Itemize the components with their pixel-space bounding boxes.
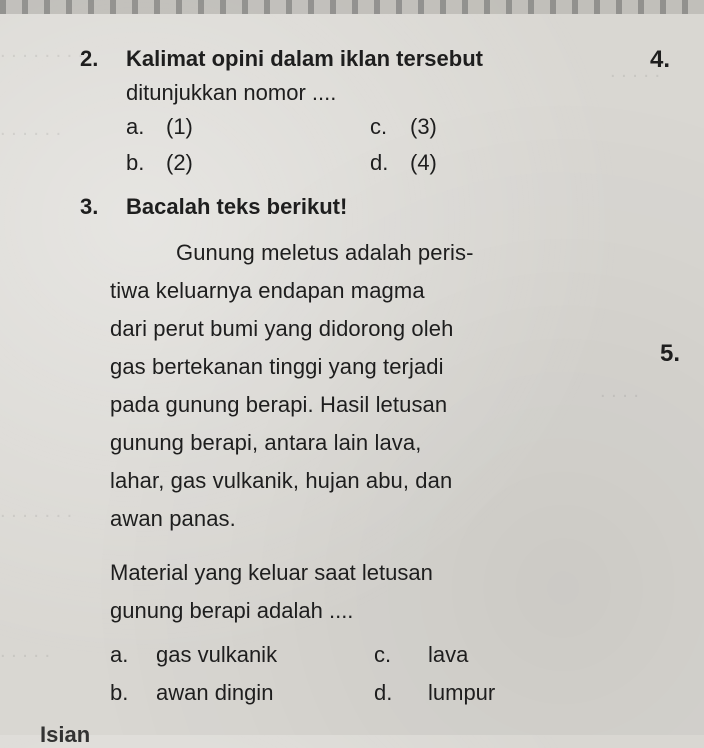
option-d-letter: d. [370,150,389,175]
question-3-line-1: Material yang keluar saat letusan [110,560,433,585]
passage-line-5: pada gunung berapi. Hasil letusan [110,392,448,417]
question-2-line-2: ditunjukkan nomor .... [126,80,337,105]
option-d-text: (4) [410,150,437,175]
option-c-text: lava [428,642,469,667]
passage-line-2: tiwa keluarnya endapan magma [110,278,425,303]
question-2-line-1: Kalimat opini dalam iklan tersebut [126,46,483,71]
question-3-number: 3. [80,194,99,219]
option-a-letter: a. [126,114,145,139]
option-b-letter: b. [110,680,129,705]
option-d-text: lumpur [428,680,496,705]
option-d-letter: d. [374,680,393,705]
passage-line-4: gas bertekanan tinggi yang terjadi [110,354,444,379]
next-column-number-5: 5. [660,340,681,367]
option-c-letter: c. [370,114,388,139]
question-3-prompt: Bacalah teks berikut! [126,194,348,219]
option-a-letter: a. [110,642,129,667]
option-a-text: gas vulkanik [156,642,278,667]
passage-line-1: Gunung meletus adalah peris- [176,240,474,265]
question-2-number: 2. [80,46,99,71]
option-c-letter: c. [374,642,392,667]
question-3-line-2: gunung berapi adalah .... [110,598,354,623]
page-top-edge [0,0,704,14]
option-b-text: awan dingin [156,680,274,705]
passage-line-3: dari perut bumi yang didorong oleh [110,316,454,341]
option-b-letter: b. [126,150,145,175]
next-column-number-4: 4. [650,46,671,73]
show-through-texture: . . . . . . . . . . . . . . . . . . . . . . . . . . . . . . . . . . . [0,40,661,662]
section-heading: Isian [40,722,91,747]
passage-line-7: lahar, gas vulkanik, hujan abu, dan [110,468,453,493]
option-a-text: (1) [166,114,193,139]
passage-line-8: awan panas. [110,506,236,531]
passage-line-6: gunung berapi, antara lain lava, [110,430,422,455]
option-b-text: (2) [166,150,193,175]
option-c-text: (3) [410,114,437,139]
